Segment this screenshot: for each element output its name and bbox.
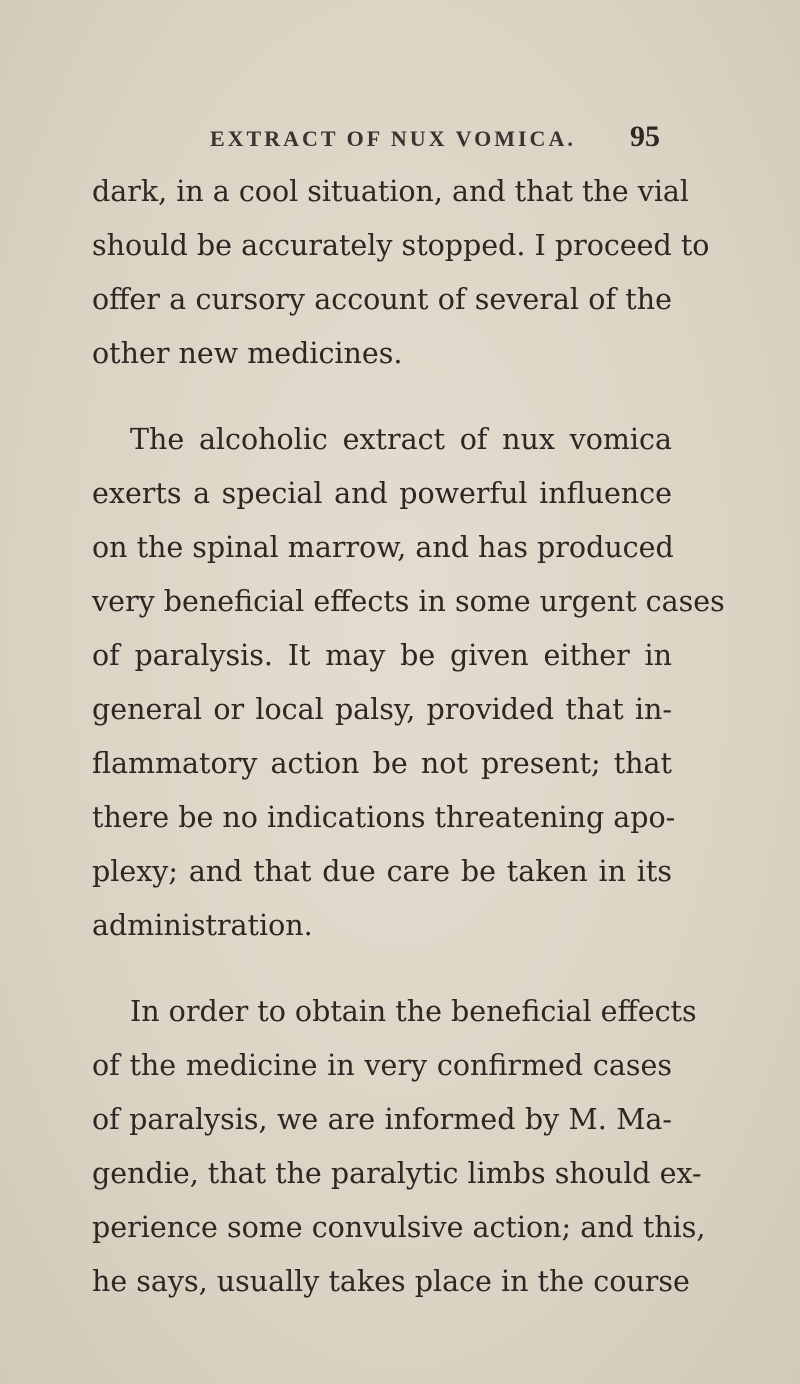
text-line: administration. xyxy=(92,909,313,942)
text-line: other new medicines. xyxy=(92,337,403,370)
text-line: plexy; and that due care be taken in its xyxy=(92,855,672,888)
text-line: of paralysis, we are informed by M. Ma- xyxy=(92,1103,672,1136)
text-line: perience some convulsive action; and this, xyxy=(92,1211,706,1244)
text-line: exerts a special and powerful influence xyxy=(92,477,672,510)
text-line: general or local palsy, provided that in- xyxy=(92,693,672,726)
text-line: In order to obtain the beneficial effects xyxy=(130,995,697,1028)
text-line: flammatory action be not present; that xyxy=(92,747,672,780)
running-head-title: EXTRACT OF NUX VOMICA. xyxy=(210,126,576,151)
text-line: should be accurately stopped. I proceed to xyxy=(92,229,710,262)
running-head xyxy=(210,120,660,160)
text-line: of paralysis. It may be given either in xyxy=(92,639,672,672)
text-line: on the spinal marrow, and has produced xyxy=(92,531,674,564)
text-line: of the medicine in very confirmed cases xyxy=(92,1049,672,1082)
text-line: very beneficial effects in some urgent cases xyxy=(92,585,725,618)
text-line: he says, usually takes place in the course xyxy=(92,1265,690,1298)
text-line: offer a cursory account of several of the xyxy=(92,283,672,316)
text-line: gendie, that the paralytic limbs should ex- xyxy=(92,1157,702,1190)
page-number: 95 xyxy=(630,120,660,153)
text-line: dark, in a cool situation, and that the vial xyxy=(92,175,690,208)
text-line: there be no indications threatening apo- xyxy=(92,801,676,834)
text-line: The alcoholic extract of nux vomica xyxy=(130,423,672,456)
